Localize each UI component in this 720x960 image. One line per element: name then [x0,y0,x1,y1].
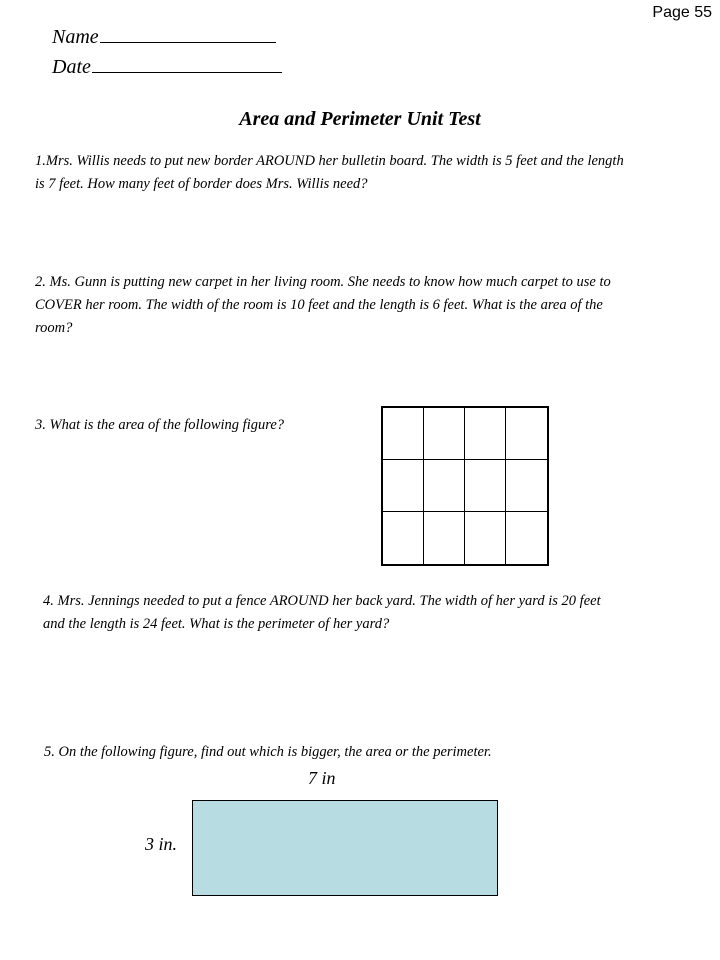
name-label: Name [52,26,99,48]
name-blank-line[interactable] [100,41,276,43]
grid-cell [383,408,424,460]
grid-cell [383,460,424,512]
date-field[interactable] [52,56,282,79]
grid-cell [506,512,547,564]
area-grid-figure [381,406,549,566]
question-3: 3. What is the area of the following figure? [35,417,285,433]
name-field[interactable] [52,26,276,49]
grid-cell [506,460,547,512]
rectangle-figure [192,800,498,896]
page-title: Area and Perimeter Unit Test [239,108,481,130]
page-number: Page 55 [652,4,712,21]
grid-cell [465,512,506,564]
date-label: Date [52,56,91,78]
grid-cell [383,512,424,564]
grid-cell [465,408,506,460]
grid-cell [424,460,465,512]
grid-cell [465,460,506,512]
rectangle-width-label: 7 in [308,768,336,788]
question-1: 1.Mrs. Willis needs to put new border AROUND her bulletin board. The width is 5 feet and the length is 7 feet. How many feet of border does Mrs. Willis need? [35,153,624,192]
grid-cell [506,408,547,460]
question-2: 2. Ms. Gunn is putting new carpet in her living room. She needs to know how much carpet to use to COVER her room. The width of the room is 10 feet and the length is 6 feet. What is the area of the room? [35,274,611,336]
question-5: 5. On the following figure, find out which is bigger, the area or the perimeter. [44,744,492,760]
grid-cell [424,512,465,564]
rectangle-height-label: 3 in. [145,834,178,854]
date-blank-line[interactable] [92,71,282,73]
question-4: 4. Mrs. Jennings needed to put a fence AROUND her back yard. The width of her yard is 20 feet and the length is 24 feet. What is the perimeter of her yard? [43,593,601,632]
grid-cell [424,408,465,460]
